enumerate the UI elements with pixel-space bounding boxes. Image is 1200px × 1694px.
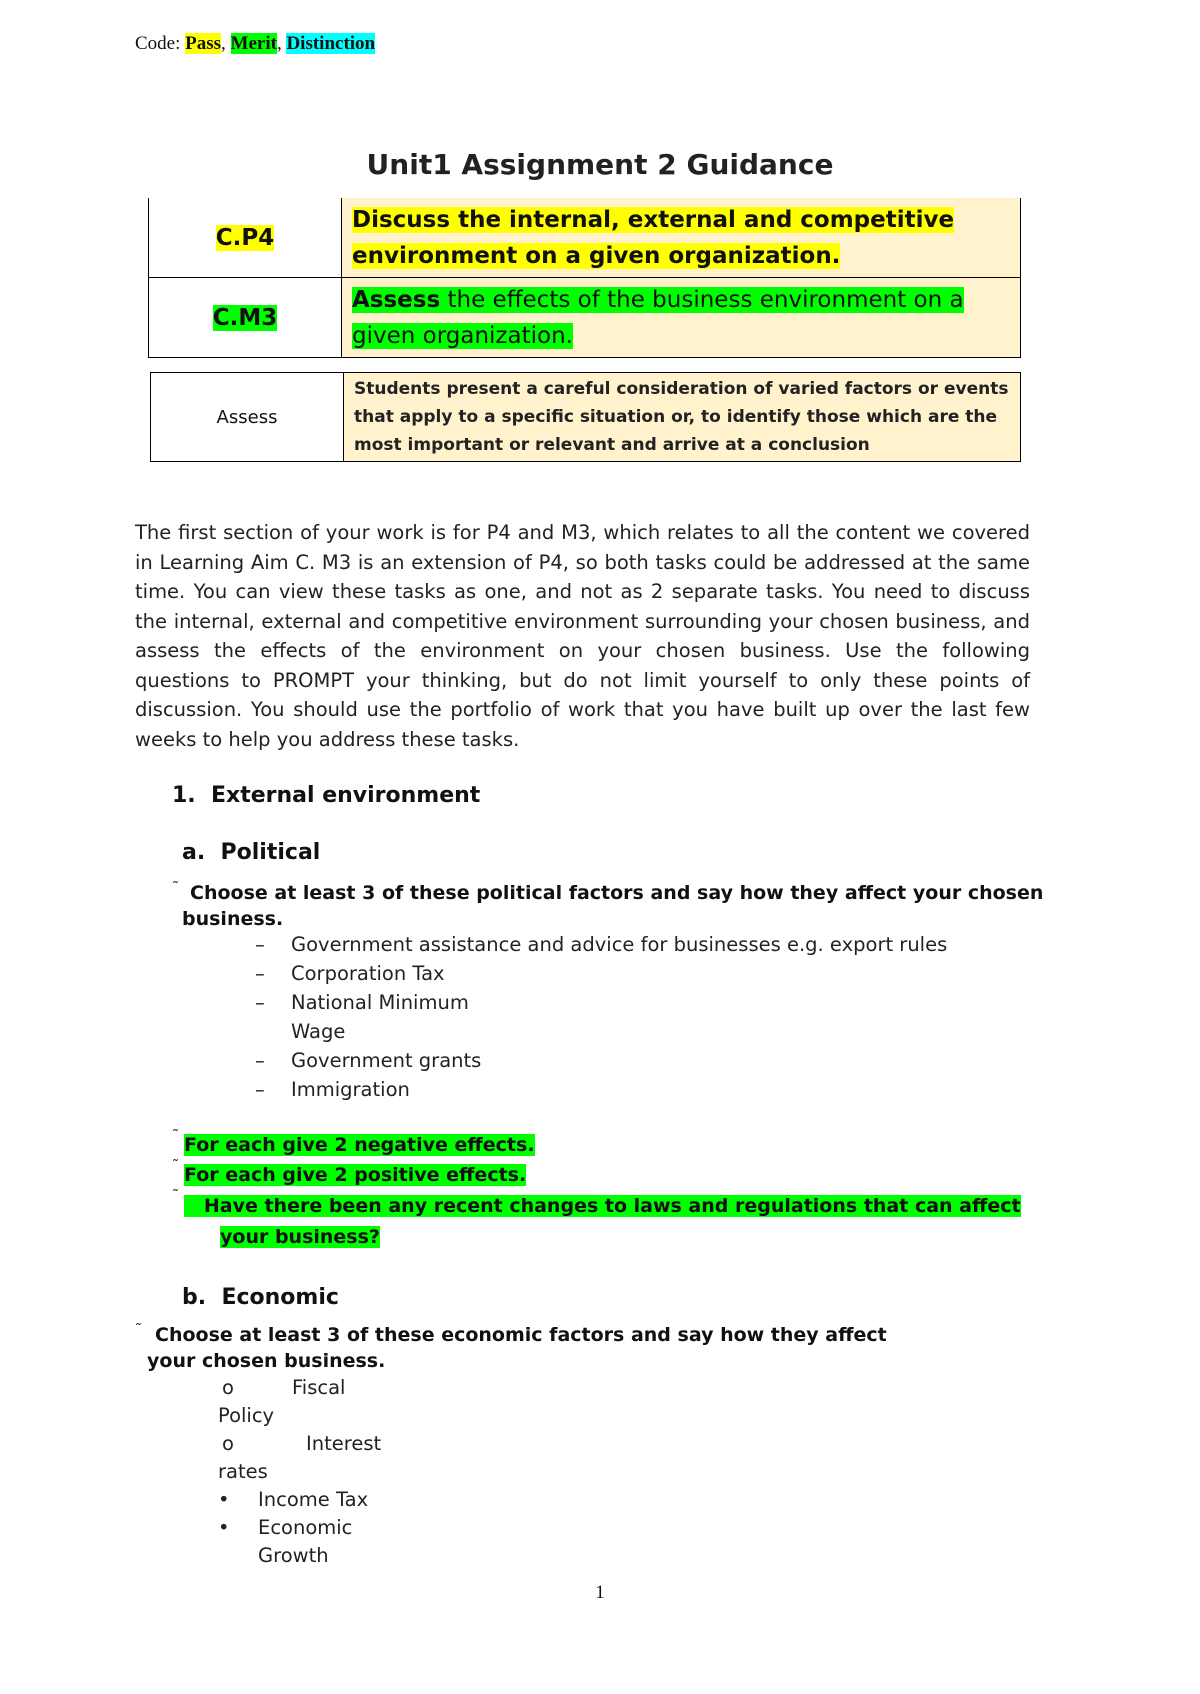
economic-instruction: Choose at least 3 of these economic factors and say how they affect xyxy=(155,1324,887,1346)
code-prefix: Code: xyxy=(135,33,181,54)
list-item: – Corporation Tax xyxy=(255,962,445,985)
pass-label: Pass xyxy=(185,33,222,54)
criteria-verb: Assess xyxy=(352,286,441,313)
section-heading-external: 1. External environment xyxy=(172,783,481,808)
criteria-code: C.P4 xyxy=(215,224,275,251)
political-instruction: Choose at least 3 of these political factors and say how they affect your chosen xyxy=(190,882,1044,904)
list-item: Wage xyxy=(291,1020,346,1043)
distinction-label: Distinction xyxy=(286,33,376,54)
criteria-table xyxy=(148,198,1021,358)
bullet-icon: ˜ xyxy=(172,1188,179,1204)
assess-term: Assess xyxy=(151,373,344,462)
criteria-code: C.M3 xyxy=(212,304,278,331)
subsection-heading-economic: b. Economic xyxy=(182,1285,339,1310)
list-item: – Government grants xyxy=(255,1049,482,1072)
subsection-heading-political: a. Political xyxy=(182,840,321,865)
task-item: Have there been any recent changes to laws and regulations that can affect xyxy=(184,1191,1021,1222)
bullet-icon: ˜ xyxy=(172,1158,179,1174)
task-item: For each give 2 positive effects. xyxy=(184,1164,527,1186)
criteria-verb: Discuss xyxy=(352,206,451,233)
list-item: – Immigration xyxy=(255,1078,410,1101)
bullet-icon: ˜ xyxy=(135,1322,142,1338)
list-item: – National Minimum xyxy=(255,991,469,1014)
bullet-icon: ˜ xyxy=(172,1128,179,1144)
assess-definition: Students present a careful consideration of varied factors or events that apply to a specific situation or, to identify those which are the most important or relevant and arrive at a conclusion xyxy=(344,373,1021,462)
political-instruction-cont: business. xyxy=(182,908,284,930)
list-item: • Income Tax xyxy=(218,1488,369,1511)
intro-paragraph: The first section of your work is for P4 and M3, which relates to all the content we covered in Learning Aim C. M3 is an extension of P4, so both tasks could be addressed at the same time. You can view these tasks as one, and not as 2 separate tasks. You need to discuss the internal, external and competitive environment surrounding your chosen business, and assess the effects of the environment on your chosen business. Use the following questions to PROMPT your thinking, but do not limit yourself to only these points of discussion. You should use the portfolio of work that you have built up over the last few weeks to help you address these tasks. xyxy=(135,521,1030,751)
criteria-row xyxy=(149,198,1021,278)
task-item-cont: your business? xyxy=(220,1226,380,1248)
task-item: For each give 2 negative effects. xyxy=(184,1134,535,1156)
grading-code-line: Code: Pass, Merit, Distinction xyxy=(135,33,376,54)
page-number: 1 xyxy=(595,1582,605,1603)
list-item: o Interest xyxy=(222,1432,382,1455)
assess-definition-table xyxy=(150,372,1021,462)
bullet-icon: ˜ xyxy=(172,880,179,896)
economic-factor-list: o Fiscal Policy o Interest rates • Income Tax • Economic Growth xyxy=(218,1376,382,1567)
criteria-text: the effects of the business environment on a given organization. xyxy=(352,286,964,349)
list-item: – Government assistance and advice for businesses e.g. export rules xyxy=(255,933,948,956)
merit-label: Merit xyxy=(230,33,277,54)
economic-instruction-cont: your chosen business. xyxy=(147,1350,386,1372)
criteria-row xyxy=(149,278,1021,358)
list-item: o Fiscal xyxy=(222,1376,346,1399)
political-factor-list xyxy=(255,930,971,1104)
list-item: • Economic xyxy=(218,1516,353,1539)
page-title: Unit1 Assignment 2 Guidance xyxy=(366,148,834,181)
criteria-text: the internal, external and competitive environment on a given organization. xyxy=(352,206,955,269)
